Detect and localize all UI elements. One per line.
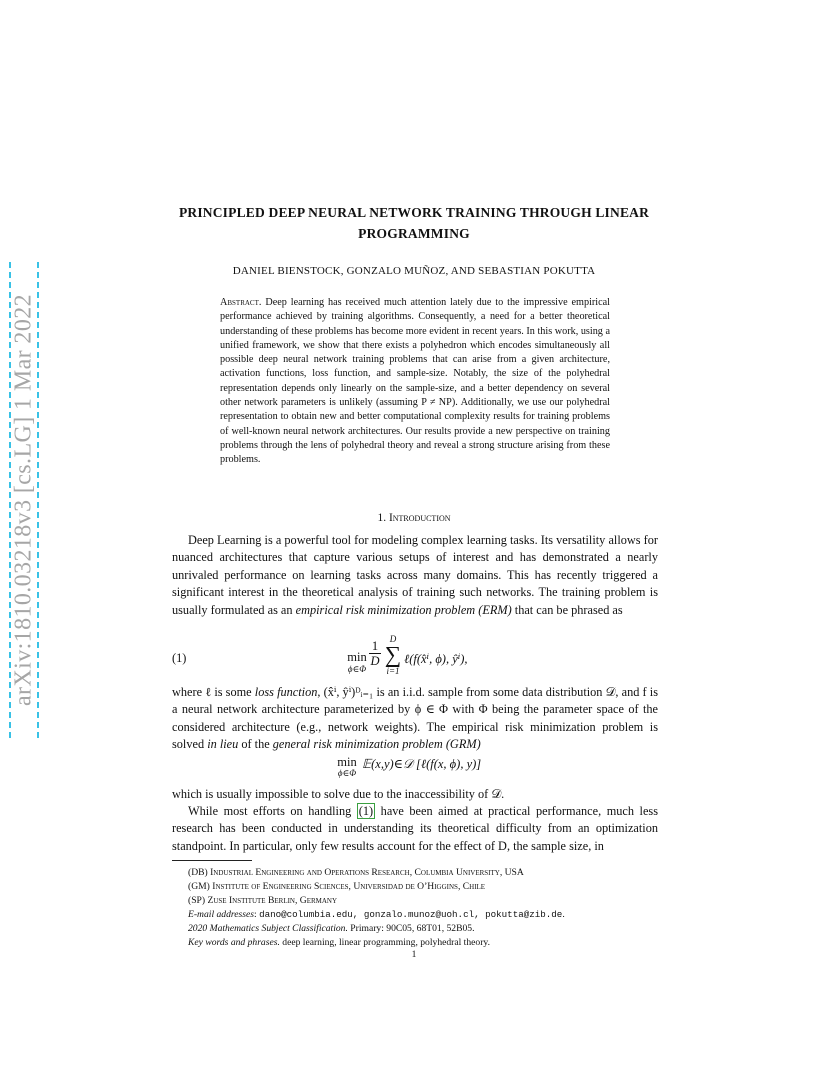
- footnote-affiliation-gm: (GM) Institute of Engineering Sciences, Universidad de O’Higgins, Chile: [188, 881, 486, 892]
- intro-paragraph-2-text-b: , (x̂ⁱ, ŷⁱ)ᴰᵢ₌₁ is an i.i.d. sample from some data distribution 𝒟, and f is a neural network architecture parameterized by ϕ ∈ Φ with Φ being the parameter space of the considered architecture (e.g., network weights). The empirical risk minimization problem is solved: [172, 685, 658, 752]
- footnote-msc-value: Primary: 90C05, 68T01, 52B05.: [350, 923, 475, 934]
- term-grm: general risk minimization problem (GRM): [272, 737, 481, 752]
- arxiv-sidebar: [4, 262, 44, 738]
- term-in-lieu: in lieu: [207, 737, 239, 752]
- footnote-rule: [172, 860, 252, 861]
- intro-paragraph-4: [172, 803, 658, 855]
- equation-1-fraction-num: 1: [369, 639, 381, 654]
- abstract-text: Deep learning has received much attention lately due to the impressive empirical performance achieved by training algorithms. Consequently, a need for a better theoretical understanding of these problems has become more evident in recent years. In this work, using a unified framework, we show that there exists a polyhedron which encodes simultaneously all possible deep neural network training problems that can arise from a given architecture, activation functions, loss function, and sample-size. Notably, the size of the polyhedral representation depends only linearly on the sample-size, and a better dependency on several other network parameters is unlikely (assuming P ≠ NP). Additionally, we use our polyhedral representation to obtain new and better computational complexity results for training problems of well-known neural network architectures. Our results provide a new perspective on training problems through the lens of polyhedral theory and reveal a strong structure arising from these problems.: [220, 297, 610, 466]
- equation-1-min-sub: ϕ∈Φ: [347, 664, 367, 674]
- arxiv-identifier: arXiv:1810.03218v3 [cs.LG] 1 Mar 2022: [10, 293, 37, 707]
- intro-paragraph-4-text-b: have been aimed at practical performance, much less research has been conducted in understanding its theoretical difficulty from an optimization standpoint. In particular, only few results account for the effect of D, the sample size, in: [172, 804, 658, 853]
- equation-2-min-sub: ϕ∈Φ: [337, 768, 357, 778]
- footnote-affiliation-db: (DB) Industrial Engineering and Operations Research, Columbia University, USA: [188, 867, 524, 878]
- footnote-keywords-label: Key words and phrases.: [188, 937, 280, 948]
- intro-paragraph-2-text-c: of the: [238, 737, 273, 752]
- intro-paragraph-1: [172, 532, 658, 619]
- equation-1-fraction: [369, 639, 381, 669]
- equation-1-number: (1): [172, 651, 187, 665]
- equation-1-sum-lower: i=1: [386, 666, 400, 676]
- equation-1-sum-sign: ∑: [384, 642, 402, 667]
- term-loss-function: loss function: [254, 685, 318, 699]
- footnote-msc-label: 2020 Mathematics Subject Classification.: [188, 923, 348, 934]
- footnote-email-label: E-mail addresses: [188, 909, 254, 920]
- paper-title: [150, 202, 678, 244]
- abstract: [220, 296, 610, 468]
- equation-2-min-op: min: [337, 755, 357, 769]
- paper-title-line1: PRINCIPLED DEEP NEURAL NETWORK TRAINING THROUGH LINEAR: [178, 205, 650, 220]
- equation-1-sum-upper: D: [389, 634, 397, 644]
- footnote-keywords-value: deep learning, linear programming, polyhedral theory.: [282, 937, 490, 948]
- footnote-email-addresses[interactable]: dano@columbia.edu, gonzalo.munoz@uoh.cl, pokutta@zib.de: [259, 909, 563, 920]
- paper-title-line2: PROGRAMMING: [358, 226, 470, 241]
- page-number: 1: [411, 950, 417, 960]
- footnote-keywords: [188, 936, 490, 950]
- equation-2-body: 𝔼(x,y)∈𝒟 [ℓ(f(x, ϕ), y)]: [362, 757, 482, 771]
- intro-paragraph-3: which is usually impossible to solve due to the inaccessibility of 𝒟.: [172, 787, 505, 801]
- equation-1-fraction-den: D: [370, 654, 380, 668]
- equation-1-sum: [383, 634, 403, 676]
- intro-paragraph-1-text-a: Deep Learning is a powerful tool for modeling complex learning tasks. Its versatility allows for nuanced architectures that capture various setups of interest and has demonstrated a nearly unrivaled performance on learning tasks across many domains. This has recently triggered a significant interest in the theoretical analysis of training such networks. The training problem is usually formulated as an: [172, 533, 658, 617]
- intro-paragraph-2: [172, 684, 658, 754]
- intro-paragraph-2-text-a: where ℓ is some: [172, 685, 255, 699]
- abstract-label: Abstract.: [220, 297, 262, 308]
- footnote-affiliation-sp: (SP) Zuse Institute Berlin, Germany: [188, 895, 338, 906]
- equation-2-min: [334, 755, 360, 778]
- equation-1-reference-link[interactable]: (1): [358, 804, 374, 818]
- intro-paragraph-4-text-a: While most efforts on handling: [188, 804, 357, 818]
- equation-1-body: ℓ(f(x̂ⁱ, ϕ), ŷⁱ),: [404, 652, 468, 666]
- intro-paragraph-1-text-b: that can be phrased as: [511, 602, 623, 617]
- footnote-emails: E-mail addresses: dano@columbia.edu, gonzalo.munoz@uoh.cl, pokutta@zib.de.: [188, 909, 565, 920]
- term-erm: empirical risk minimization problem (ERM): [295, 602, 512, 617]
- section-heading-introduction: 1. Introduction: [377, 512, 451, 524]
- equation-1-min-op: min: [347, 650, 367, 664]
- footnote-msc: [188, 922, 474, 936]
- paper-authors: DANIEL BIENSTOCK, GONZALO MUÑOZ, AND SEBASTIAN POKUTTA: [232, 265, 596, 277]
- equation-1-min: [342, 640, 372, 674]
